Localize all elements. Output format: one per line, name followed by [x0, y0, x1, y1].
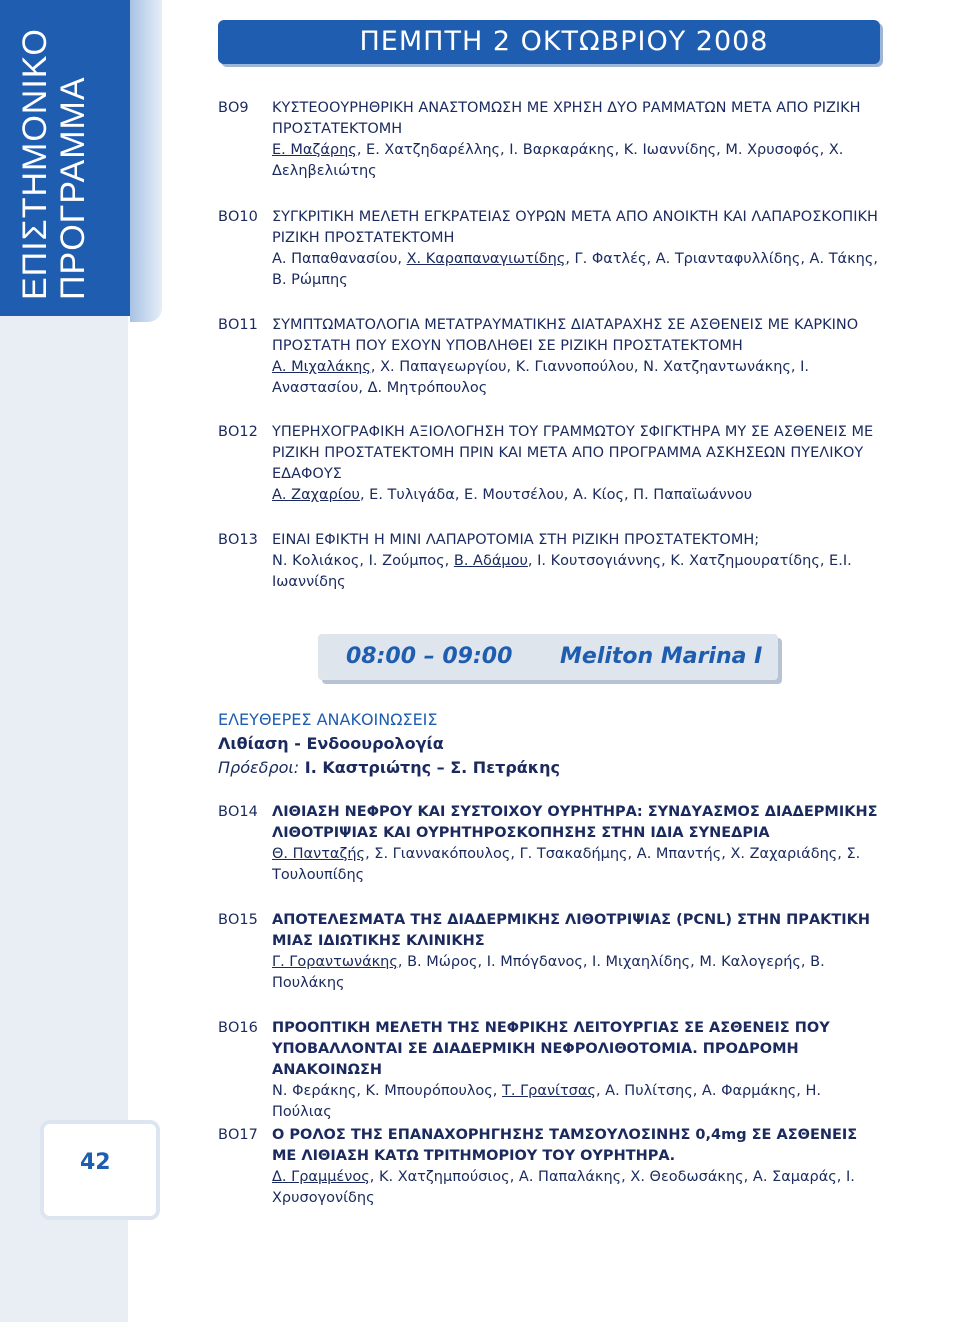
session-time: 08:00 – 09:00	[346, 644, 513, 669]
presenting-author: Θ. Πανταζής	[272, 846, 366, 862]
co-authors-pre: Ν. Κολιάκος, Ι. Ζούμπος,	[272, 553, 454, 569]
abstract-title: ΑΠΟΤΕΛΕΣΜΑΤΑ ΤΗΣ ΔΙΑΔΕΡΜΙΚΗΣ ΛΙΘΟΤΡΙΨΙΑΣ (PCNL) ΣΤΗΝ ΠΡΑΚΤΙΚΗ ΜΙΑΣ ΙΔΙΩΤΙΚΗΣ ΚΛΙΝΙΚΗΣ	[272, 912, 871, 949]
section-topic: Λιθίαση - Ενδοουρολογία	[218, 734, 444, 753]
presenting-author: Α. Μιχαλάκης	[272, 359, 371, 375]
abstract-title: ΕΙΝΑΙ ΕΦΙΚΤΗ Η ΜΙΝΙ ΛΑΠΑΡΟΤΟΜΙΑ ΣΤΗ ΡΙΖΙΚΗ ΠΡΟΣΤΑΤΕΚΤΟΜΗ;	[272, 532, 760, 548]
session-room: Meliton Marina I	[560, 644, 763, 669]
co-authors: , Κ. Χατζημπούσιος, Α. Παπαλάκης, Χ. Θεοδωσάκης, Α. Σαμαράς, Ι. Χρυσογονίδης	[272, 1169, 855, 1206]
abstract-title: ΣΥΜΠΤΩΜΑΤΟΛΟΓΙΑ ΜΕΤΑΤΡΑΥΜΑΤΙΚΗΣ ΔΙΑΤΑΡΑΧΗΣ ΣΕ ΑΣΘΕΝΕΙΣ ΜΕ ΚΑΡΚΙΝΟ ΠΡΟΣΤΑΤΗ ΠΟΥ ΕΧΟΥΝ ΥΠΟΒΛΗΘΕΙ ΣΕ ΡΙΖΙΚΗ ΠΡΟΣΤΑΤΕΚΤΟΜΗ	[272, 317, 859, 354]
abstract-title: ΣΥΓΚΡΙΤΙΚΗ ΜΕΛΕΤΗ ΕΓΚΡΑΤΕΙΑΣ ΟΥΡΩΝ ΜΕΤΑ ΑΠΟ ΑΝΟΙΚΤΗ ΚΑΙ ΛΑΠΑΡΟΣΚΟΠΙΚΗ ΡΙΖΙΚΗ ΠΡΟΣΤΑΤΕΚΤΟΜΗ	[272, 209, 878, 246]
abstract-code: ΒΟ14	[218, 804, 258, 820]
abstract-title: ΛΙΘΙΑΣΗ ΝΕΦΡΟΥ ΚΑΙ ΣΥΣΤΟΙΧΟΥ ΟΥΡΗΤΗΡΑ: ΣΥΝΔΥΑΣΜΟΣ ΔΙΑΔΕΡΜΙΚΗΣ ΛΙΘΟΤΡΙΨΙΑΣ ΚΑΙ ΟΥΡΗΤΗΡΟΣΚΟΠΗΣΗΣ ΣΤΗΝ ΙΔΙΑ ΣΥΝΕΔΡΙΑ	[272, 804, 878, 841]
abstract-title: ΥΠΕΡΗΧΟΓΡΑΦΙΚΗ ΑΞΙΟΛΟΓΗΣΗ ΤΟΥ ΓΡΑΜΜΩΤΟΥ ΣΦΙΓΚΤΗΡΑ ΜΥ ΣΕ ΑΣΘΕΝΕΙΣ ΜΕ ΡΙΖΙΚΗ ΠΡΟΣΤΑΤΕΚΤΟΜΗ ΠΡΙΝ ΚΑΙ ΜΕΤΑ ΑΠΟ ΠΡΟΓΡΑΜΜΑ ΑΣΚΗΣΕΩΝ ΠΥΕΛΙΚΟΥ ΕΔΑΦΟΥΣ	[272, 424, 874, 482]
co-authors: , Σ. Γιαννακόπουλος, Γ. Τσακαδήμης, Α. Μπαντής, Χ. Ζαχαριάδης, Σ. Τουλουπίδης	[272, 846, 861, 883]
co-authors: , Α. Πυλίτσης, Α. Φαρμάκης, Η. Πούλιας	[272, 1083, 822, 1120]
presenting-author: Ε. Μαζάρης	[272, 142, 357, 158]
sidebar-title	[16, 28, 92, 300]
section-title: ΕΛΕΥΘΕΡΕΣ ΑΝΑΚΟΙΝΩΣΕΙΣ	[218, 710, 438, 729]
co-authors: , Γ. Φατλές, Α. Τριανταφυλλίδης, Α. Τάκης, Β. Ρώμπης	[272, 251, 878, 288]
co-authors: , Ι. Κουτσογιάννης, Κ. Χατζημουρατίδης, Ε.Ι. Ιωαννίδης	[272, 553, 852, 590]
abstract-code: ΒΟ11	[218, 317, 258, 333]
abstract-authors	[272, 249, 882, 291]
co-authors: , Ε. Χατζηδαρέλλης, Ι. Βαρκαράκης, Κ. Ιωαννίδης, Μ. Χρυσοφός, Χ. Δεληβελιώτης	[272, 142, 844, 179]
page-title: ΠΕΜΠΤΗ 2 ΟΚΤΩΒΡΙΟΥ 2008	[359, 26, 769, 57]
section-chairs	[218, 756, 560, 780]
abstract-authors	[272, 551, 882, 593]
presenting-author: Δ. Γραμμένος	[272, 1169, 370, 1185]
abstract-title: ΠΡΟΟΠΤΙΚΗ ΜΕΛΕΤΗ ΤΗΣ ΝΕΦΡΙΚΗΣ ΛΕΙΤΟΥΡΓΙΑΣ ΣΕ ΑΣΘΕΝΕΙΣ ΠΟΥ ΥΠΟΒΑΛΛΟΝΤΑΙ ΣΕ ΔΙΑΔΕΡΜΙΚΗ ΝΕΦΡΟΛΙΘΟΤΟΜΙΑ. ΠΡΟΔΡΟΜΗ ΑΝΑΚΟΙΝΩΣΗ	[272, 1020, 830, 1078]
header-bar	[218, 20, 880, 64]
page-number: 42	[80, 1150, 111, 1175]
abstract-authors	[272, 357, 882, 399]
abstract-code: ΒΟ15	[218, 912, 258, 928]
presenting-author: Γ. Γοραντωνάκης	[272, 954, 398, 970]
chairs-names: Ι. Καστριώτης – Σ. Πετράκης	[299, 758, 560, 777]
abstract-code: ΒΟ9	[218, 100, 249, 116]
chairs-label: Πρόεδροι:	[218, 758, 300, 777]
presenting-author: Β. Αδάμου	[453, 553, 528, 569]
co-authors: , Ε. Τυλιγάδα, Ε. Μουτσέλου, Α. Κίος, Π. Παπαϊωάννου	[359, 487, 753, 503]
abstract-code: ΒΟ16	[218, 1020, 258, 1036]
abstract-authors	[272, 1081, 882, 1123]
co-authors-pre: Ν. Φεράκης, Κ. Μπουρόπουλος,	[272, 1083, 503, 1099]
abstract-code: ΒΟ10	[218, 209, 258, 225]
presenting-author: Τ. Γρανίτσας	[502, 1083, 596, 1099]
abstract-authors	[272, 844, 882, 886]
abstract-authors	[272, 952, 882, 994]
co-authors-pre: Α. Παπαθανασίου,	[272, 251, 407, 267]
co-authors: , Χ. Παπαγεωργίου, Κ. Γιαννοπούλου, Ν. Χατζηαντωνάκης, Ι. Αναστασίου, Δ. Μητρόπουλος	[272, 359, 810, 396]
presenting-author: Α. Ζαχαρίου	[272, 487, 360, 503]
abstract-code: ΒΟ12	[218, 424, 258, 440]
presenting-author: Χ. Καραπαναγιωτίδης	[406, 251, 566, 267]
sidebar-title-line-1: ΕΠΙΣΤΗΜΟΝΙΚΟ	[16, 28, 54, 300]
abstract-title: Ο ΡΟΛΟΣ ΤΗΣ ΕΠΑΝΑΧΟΡΗΓΗΣΗΣ ΤΑΜΣΟΥΛΟΣΙΝΗΣ 0,4mg ΣΕ ΑΣΘΕΝΕΙΣ ΜΕ ΛΙΘΙΑΣΗ ΚΑΤΩ ΤΡΙΤΗΜΟΡΙΟΥ ΤΟΥ ΟΥΡΗΤΗΡΑ.	[272, 1127, 858, 1164]
abstract-authors	[272, 1167, 882, 1209]
sidebar-tab-shade	[130, 0, 162, 322]
co-authors: , Β. Μώρος, Ι. Μπόγδανος, Ι. Μιχαηλίδης, Μ. Καλογερής, Β. Πουλάκης	[272, 954, 825, 991]
abstract-authors	[272, 140, 882, 182]
abstract-code: ΒΟ13	[218, 532, 258, 548]
abstract-authors	[272, 485, 882, 506]
abstract-title: ΚΥΣΤΕΟΟΥΡΗΘΡΙΚΗ ΑΝΑΣΤΟΜΩΣΗ ΜΕ ΧΡΗΣΗ ΔΥΟ ΡΑΜΜΑΤΩΝ ΜΕΤΑ ΑΠΟ ΡΙΖΙΚΗ ΠΡΟΣΤΑΤΕΚΤΟΜΗ	[272, 100, 861, 137]
sidebar-title-line-2: ΠΡΟΓΡΑΜΜΑ	[54, 76, 92, 300]
abstract-code: ΒΟ17	[218, 1127, 258, 1143]
